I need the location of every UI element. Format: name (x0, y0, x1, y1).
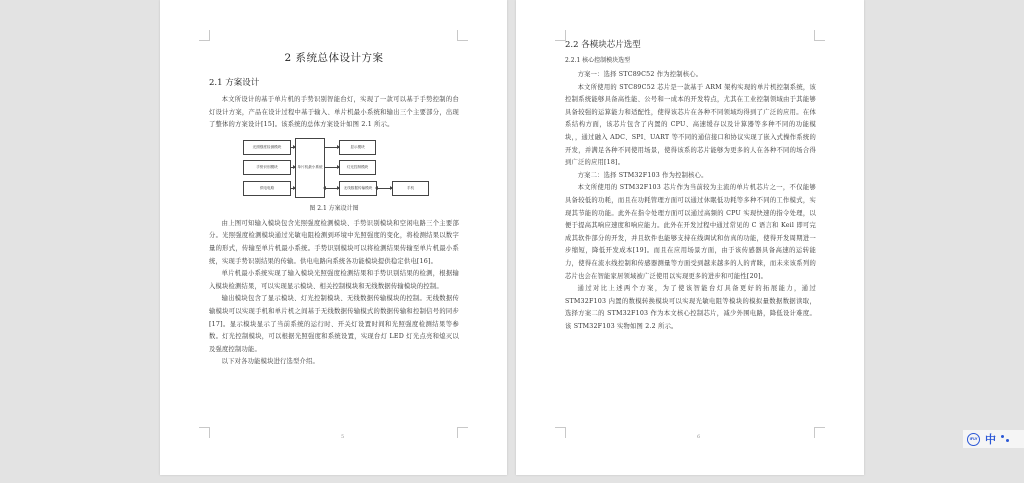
diagram-box-mcu: 单片机最小系统 (295, 138, 325, 198)
page-number: 6 (697, 434, 701, 440)
paragraph: 本文所使用的 STM32F103 芯片作为当前较为主流的单片机芯片之一，不仅能够具备较低的功耗，而且在功耗管理方面可以通过休眠低功耗等多种不同的工作模式，实现其节能的功能。此外在指令处理方面可以通过高频的 CPU 实现快速的指令处理，以便于提高其响应速度和响应能力。此外在开发过程中通过常见的 C 语言和 Keil 即可完成其软件部分的开发，并且软件也能够支持在线调试和仿真的功能，使得开发周期进一步缩短，降低开发成本[19]。而且在应用场景方面，由于该传感器具备高速的运转能力，使得在流水线控制和传感器测量等方面受到越来越多的人的青睐，而未来该系列的芯片也会在智能家居领域被广泛使用以实现更多的进步和可能性[20]。 (565, 184, 816, 280)
paragraph: 通过对比上述两个方案，为了使该智能台灯具备更好的拓展能力，通过 STM32F103 内置的数模转换模块可以实现光敏电阻等模块的模拟量数据数据读取，选择方案二的 STM32F103 作为本文核心控制芯片，减少外围电路，降低设计难度。该 STM32F103 实物如图 2.2 所示。 (565, 285, 816, 330)
ime-status-bar[interactable] (963, 430, 1024, 448)
margin-corner-mark (199, 427, 210, 438)
subsection-title: 2.2.1 核心控制模块选型 (565, 57, 631, 64)
diagram-box-display: 显示模块 (339, 140, 376, 155)
diagram-arrow (290, 147, 295, 148)
margin-corner-mark (457, 30, 468, 41)
diagram-arrow (376, 188, 392, 189)
system-design-diagram (209, 138, 459, 200)
figure-caption: 图 2.1 方案设计图 (309, 204, 359, 212)
diagram-arrow (324, 167, 339, 168)
diagram-arrow (290, 167, 295, 168)
diagram-box-wireless: 无线数据传输模块 (339, 181, 377, 196)
margin-corner-mark (814, 427, 825, 438)
document-page-5[interactable] (160, 0, 507, 475)
paragraph: 方案二：选择 STM32F103 作为控制核心。 (577, 171, 708, 179)
diagram-arrow (324, 147, 339, 148)
diagram-box-gesture: 手势识别模块 (243, 160, 291, 175)
document-page-6[interactable] (516, 0, 864, 475)
page-number: 5 (341, 434, 345, 440)
margin-corner-mark (199, 30, 210, 41)
paragraph: 本文所设计的基于单片机的手势识别智能台灯，实现了一款可以基于手势控制的台灯设计方案，产品在设计过程中基于输入、单片机最小系统和输出三个主要部分，出现了整体的方案设计[15]。该系统的总体方案设计如图 2.1 所示。 (209, 96, 459, 129)
paragraph: 以下对各功能模块进行选型介绍。 (221, 358, 320, 366)
paragraph: 输出模块包含了显示模块、灯光控制模块、无线数据传输模块的控制。无线数据传输模块可以实现手机和单片机之间基于无线数据传输模式的数据传输和控制信号的同步[17]。显示模块显示了当前系统的运行时、开关灯设置时间和光照强度检测结果等参数。灯光控制模块，可以根据光照强度和系统设置，实现台灯 LED 灯光点亮和熄灭以及强度控制功能。 (209, 295, 459, 353)
margin-corner-mark (457, 427, 468, 438)
page-body[interactable] (209, 46, 459, 369)
section-title: 2.2 各模块芯片选型 (565, 40, 641, 50)
diagram-box-light-control: 灯光控制模块 (339, 160, 376, 175)
diagram-box-light-sensor: 光照强度检测模块 (243, 140, 291, 155)
margin-corner-mark (555, 427, 566, 438)
diagram-box-phone: 手机 (392, 181, 429, 196)
punctuation-dots-icon[interactable] (1001, 434, 1011, 444)
paragraph: 单片机最小系统实现了输入模块光照强度检测结果和手势识别结果的检测，根据输入模块检测结果，可以实现显示模块、相关控制模块和无线数据传输模块的控制。 (209, 270, 459, 290)
paragraph: 由上图可知输入模块包含光照强度检测模块、手势识别模块和空闲电路三个主要部分。光照强度检测模块通过光敏电阻检测到环境中光照强度的变化，将检测结果以数字量的形式，传输至单片机最小系统。手势识别模块可以将检测结果传输至单片机最小系统，实现手势识别结果的传输。供电电路向系统各功能模块提供稳定供电[16]。 (209, 219, 459, 265)
section-title: 2.1 方案设计 (209, 78, 260, 88)
diagram-box-power: 供电电路 (243, 181, 291, 196)
chapter-title: 2 系统总体设计方案 (284, 52, 384, 64)
paragraph: 本文所使用的 STC89C52 芯片是一款基于 ARM 架构实现的单片机控制系统，该控制系统能够具备高性能、公号和一成本的开发特点，尤其在工业控制领域由于其能够具备较强的运算能力和适配性，使得该芯片在各种不同领域均得到了广泛的应用。在体系结构方面，该芯片包含了内置的 CPU、高速缓存以及计算器等多种不同的功能模块，，通过融入 ADC、SPI、UART 等不同的通信接口和协议实现了嵌入式操作系统的开发，并满足各种不同使用场景，使得该系的芯片能够为更多的人在各种不同的场合得到广泛的应用[18]。 (565, 83, 816, 167)
diagram-arrow (324, 188, 339, 189)
ime-language-toggle[interactable]: 中 (985, 433, 996, 446)
ime-logo-icon[interactable]: iFLY (967, 433, 980, 446)
paragraph: 方案一：选择 STC89C52 作为控制核心。 (577, 71, 703, 78)
page-body[interactable] (565, 38, 816, 333)
diagram-arrow (290, 188, 295, 189)
